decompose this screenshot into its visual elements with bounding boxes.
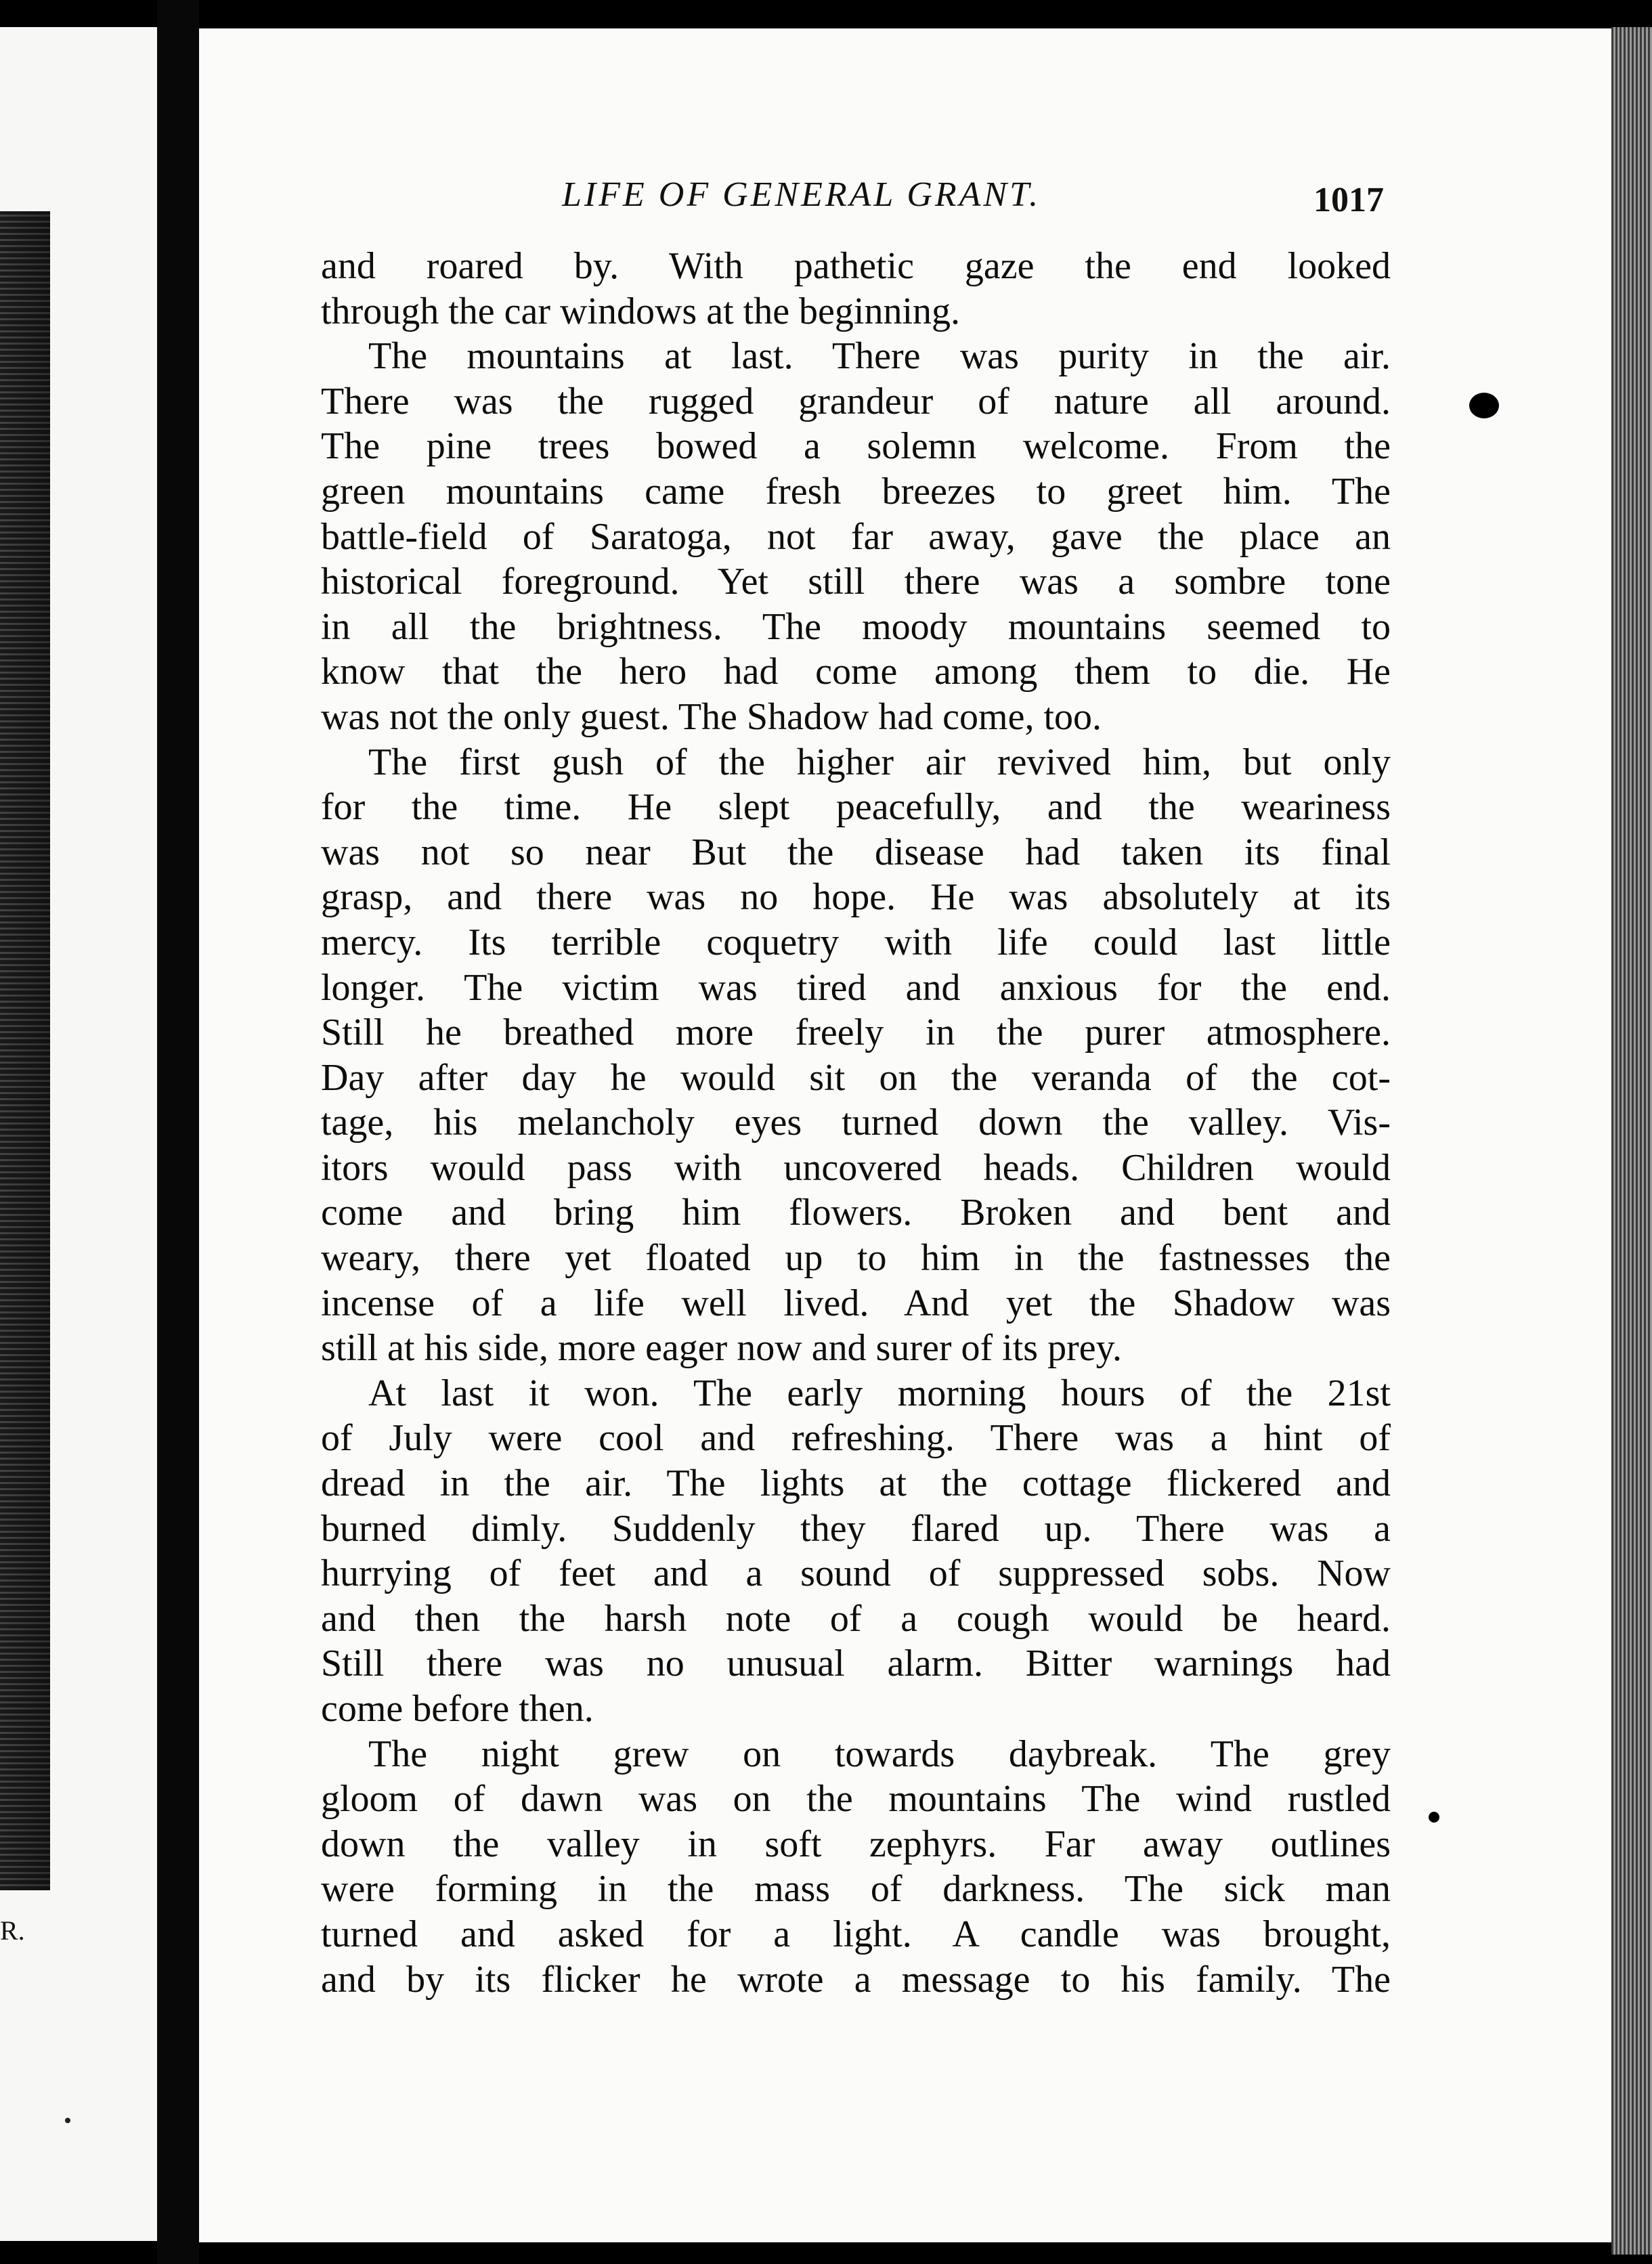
text-line: gloom of dawn was on the mountains The wind rustled	[321, 1778, 1391, 1821]
text-line: and roared by. With pathetic gaze the end looked	[321, 245, 1391, 287]
text-line: down the valley in soft zephyrs. Far away outlines	[321, 1823, 1391, 1865]
text-line: tage, his melancholy eyes turned down the valley. Vis-	[321, 1102, 1391, 1144]
text-line: through the car windows at the beginning.	[321, 290, 961, 332]
paragraph	[321, 740, 1391, 1371]
text-line: grasp, and there was no hope. He was absolutely at its	[321, 876, 1391, 919]
margin-ink-blot	[1469, 393, 1499, 418]
text-line: Day after day he would sit on the veranda of the cot-	[321, 1056, 1391, 1099]
text-line: Still there was no unusual alarm. Bitter warnings had	[321, 1642, 1391, 1685]
paragraph	[321, 244, 1391, 334]
text-line: for the time. He slept peacefully, and the weariness	[321, 786, 1391, 829]
text-line: know that the hero had come among them to die. He	[321, 651, 1391, 693]
text-line: and by its flicker he wrote a message to his family. The	[321, 1958, 1391, 2001]
text-line: dread in the air. The lights at the cottage flickered and	[321, 1462, 1391, 1505]
text-line: Still he breathed more freely in the purer atmosphere.	[321, 1011, 1391, 1054]
text-line: There was the rugged grandeur of nature all around.	[321, 380, 1391, 422]
running-title: LIFE OF GENERAL GRANT.	[562, 175, 1041, 214]
text-line: come before then.	[321, 1688, 594, 1730]
engraving-shadow	[0, 211, 50, 1890]
text-line: At last it won. The early morning hours of the 21st	[368, 1372, 1391, 1414]
text-line: and then the harsh note of a cough would be heard.	[321, 1597, 1391, 1640]
body-text	[321, 244, 1391, 2002]
text-line: The mountains at last. There was purity in the air.	[368, 335, 1391, 378]
page-number: 1017	[1313, 181, 1384, 219]
text-line: in all the brightness. The moody mountains seemed to	[321, 605, 1391, 648]
text-line: of July were cool and refreshing. There was a hint of	[321, 1417, 1391, 1460]
text-line: weary, there yet floated up to him in the fastnesses the	[321, 1237, 1391, 1280]
facing-page-edge-letter: R.	[0, 1915, 25, 1946]
paragraph	[321, 1371, 1391, 1732]
text-line: incense of a life well lived. And yet the Shadow was	[321, 1282, 1391, 1324]
paragraph	[321, 1732, 1391, 2003]
text-line: green mountains came fresh breezes to greet him. The	[321, 470, 1391, 513]
text-line: historical foreground. Yet still there was a sombre tone	[321, 561, 1391, 603]
text-line: The pine trees bowed a solemn welcome. From the	[321, 425, 1391, 468]
facing-page-speck	[65, 2118, 70, 2123]
text-line: longer. The victim was tired and anxious for the end.	[321, 966, 1391, 1009]
text-line: were forming in the mass of darkness. The sick man	[321, 1868, 1391, 1911]
text-line: burned dimly. Suddenly they flared up. There was a	[321, 1507, 1391, 1550]
text-line: The night grew on towards daybreak. The grey	[368, 1733, 1391, 1775]
text-line: mercy. Its terrible coquetry with life could last little	[321, 921, 1391, 963]
text-line: battle-field of Saratoga, not far away, gave the place an	[321, 515, 1391, 558]
margin-ink-speck	[1429, 1812, 1439, 1823]
text-line: still at his side, more eager now and surer of its prey.	[321, 1327, 1122, 1370]
text-line: itors would pass with uncovered heads. Children would	[321, 1146, 1391, 1189]
text-line: turned and asked for a light. A candle was brought,	[321, 1913, 1391, 1955]
text-line: The first gush of the higher air revived him, but only	[368, 741, 1391, 783]
text-line: was not the only guest. The Shadow had come, too.	[321, 695, 1102, 738]
text-line: come and bring him flowers. Broken and bent and	[321, 1192, 1391, 1234]
paragraph	[321, 334, 1391, 739]
text-line: hurrying of feet and a sound of suppressed sobs. Now	[321, 1552, 1391, 1595]
book-gutter	[157, 0, 199, 2264]
text-line: was not so near But the disease had taken its final	[321, 831, 1391, 873]
page-edges	[1611, 27, 1652, 2255]
